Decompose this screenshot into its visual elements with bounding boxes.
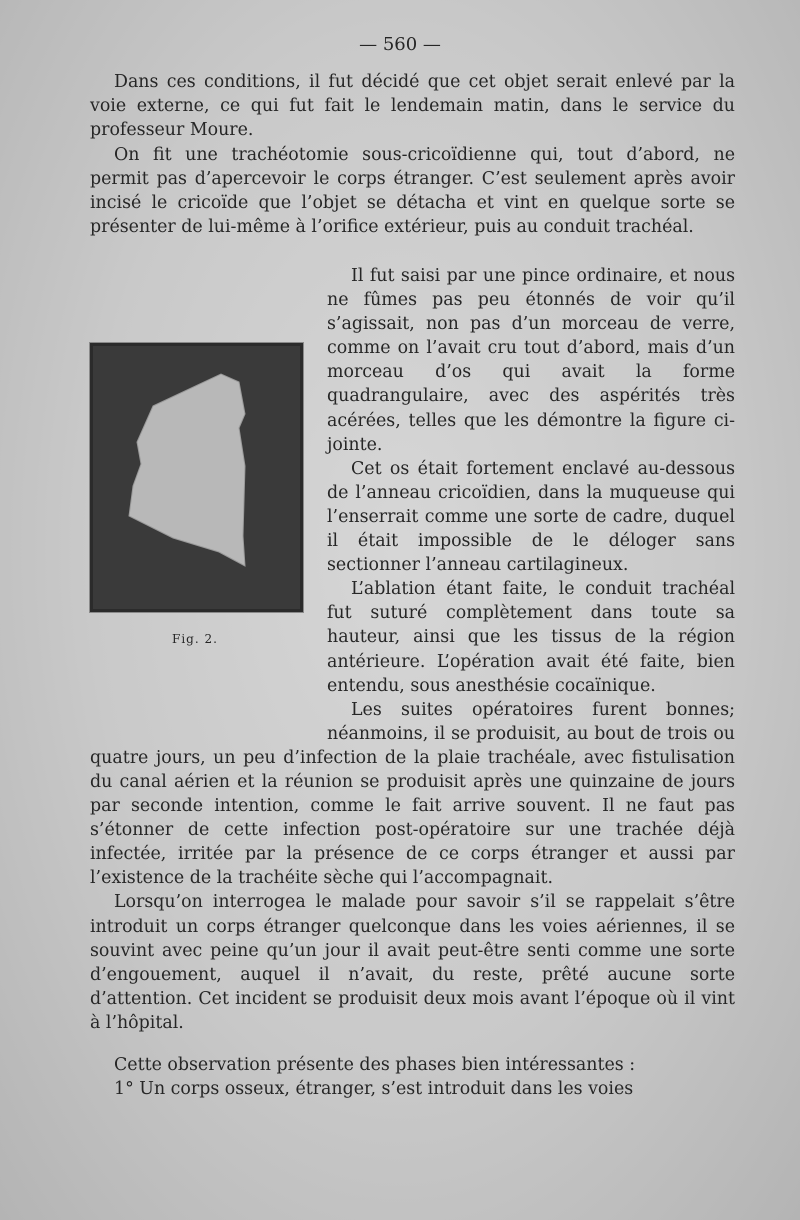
paragraph-9: 1° Un corps osseux, étranger, s’est introduit dans les voies [114,1079,634,1100]
paragraph-7: Lorsqu’on interrogea le malade pour savoir s’il se rappelait s’être introduit un corps étranger quelconque dans les voies aériennes, il se souvint avec peine qu’un jour il avait peut-être senti comme une sorte d’engouement, auquel il n’avait, du reste, prêté aucune sorte d’attention. Cet incident se produisit deux mois avant l’époque où il vint à l’hôpital. [90,892,735,1033]
paragraph-3: Il fut saisi par une pince ordinaire, et nous ne fûmes pas peu étonnés de voir qu’il s’agissait, non pas d’un morceau de verre, comme on l’avait cru tout d’abord, mais d’un morceau d’os qui avait la forme quadrangulaire, avec des aspérités très acérées, telles que les démontre la figure ci-jointe. [327,266,735,455]
page-number: — 560 — [359,34,441,55]
figure-photo [90,343,303,612]
paragraph-2: On fit une trachéotomie sous-cricoïdienne qui, tout d’abord, ne permit pas d’apercevoir le corps étranger. C’est seulement après avoir incisé le cricoïde que l’objet se détacha et vint en quelque sorte se présenter de lui-même à l’orifice extérieur, puis au conduit trachéal. [90,145,735,238]
paragraph-4: Cet os était fortement enclavé au-dessous de l’anneau cricoïdien, dans la muqueuse qui l’enserrait comme une sorte de cadre, duquel il était impossible de le déloger sans sectionner l’anneau cartilagineux. [327,458,735,576]
figure-caption: Fig. 2. [172,632,218,646]
paragraph-5: L’ablation étant faite, le conduit trachéal fut suturé complètement dans toute sa hauteur, ainsi que les tissus de la région antérieure. L’opération avait été faite, bien entendu, sous anesthésie cocaïnique. [327,579,735,696]
paragraph-6: Les suites opératoires furent bonnes; néanmoins, il se produisit, au bout de trois ou quatre jours, un peu d’infection de la plaie trachéale, avec fistulisation du canal aérien et la réunion se produisit après une quinzaine de jours par seconde intention, comme le fait arrive souvent. Il ne faut pas s’étonner de cette infection post-opératoire sur une trachée déjà infectée, irritée par la présence de ce corps étranger et aussi par l’existence de la trachéite sèche qui l’accompagnait. [90,699,735,889]
paragraph-8: Cette observation présente des phases bien intéressantes : [114,1055,636,1075]
paragraph-1: Dans ces conditions, il fut décidé que cet objet serait enlevé par la voie externe, ce qui fut fait le lendemain matin, dans le service du professeur Moure. [90,72,735,141]
bone-fragment-image [93,346,300,609]
